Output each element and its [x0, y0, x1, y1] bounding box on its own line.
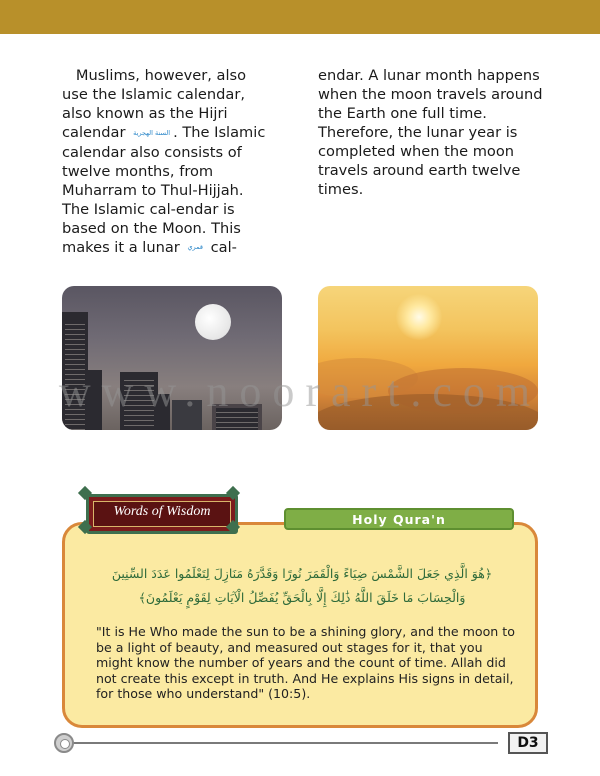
left-text-part1: Muslims, however, also use the Islamic calendar, also known as the Hijri calendar	[62, 67, 247, 141]
watermark-text: www.noorart.com	[58, 367, 542, 416]
right-paragraph: endar. A lunar month happens when the moon travels around the Earth one full time. Therefore, the lunar year is completed when the moon travels around earth twelve times.	[318, 67, 543, 198]
holy-quran-tab	[284, 508, 514, 530]
left-paragraph	[62, 66, 274, 257]
sun-icon	[396, 294, 442, 340]
top-bar	[0, 0, 600, 34]
arabic-verse-line-2: وَالْحِسَابَ مَا خَلَقَ اللَّهُ ذَٰلِكَ إِلَّا بِالْحَقِّ يُفَصِّلُ الْآيَاتِ لِقَوْمٍ يَعْلَمُونَ﴾	[138, 590, 466, 605]
words-of-wisdom-banner	[86, 494, 238, 534]
page-number: D3	[508, 732, 548, 754]
arabic-lunar-label: قمري	[187, 243, 203, 251]
footer-ornament-icon	[54, 733, 74, 753]
right-text-column	[318, 66, 546, 199]
left-text-part3: cal-	[210, 238, 237, 256]
left-text-column	[62, 66, 274, 257]
arabic-verse-line-1: ﴿هُوَ الَّذِي جَعَلَ الشَّمْسَ ضِيَاءً وَالْقَمَرَ نُورًا وَقَدَّرَهُ مَنَازِلَ لِتَعْلَمُوا عَدَدَ السِّنِينَ	[111, 566, 493, 581]
left-text-part2: . The Islamic calendar also consists of twelve months, from Muharram to Thul-Hijjah. The Islamic cal-endar is based on the Moon. This makes it a lunar	[62, 124, 266, 256]
footer-line	[70, 742, 498, 744]
holy-quran-tab-label: Holy Qura'n	[352, 512, 446, 527]
verse-translation: "It is He Who made the sun to be a shining glory, and the moon to be a light of beauty, and measured out stages for it, that you might know the number of years and the count of time. Allah did not create this except in truth. And He explains His signs in detail, for those who understand" (10:5).	[96, 624, 515, 702]
arabic-hijri-label: السنة الهجرية	[133, 128, 171, 137]
moon-icon	[195, 304, 231, 340]
words-of-wisdom-title: Words of Wisdom	[113, 504, 211, 519]
